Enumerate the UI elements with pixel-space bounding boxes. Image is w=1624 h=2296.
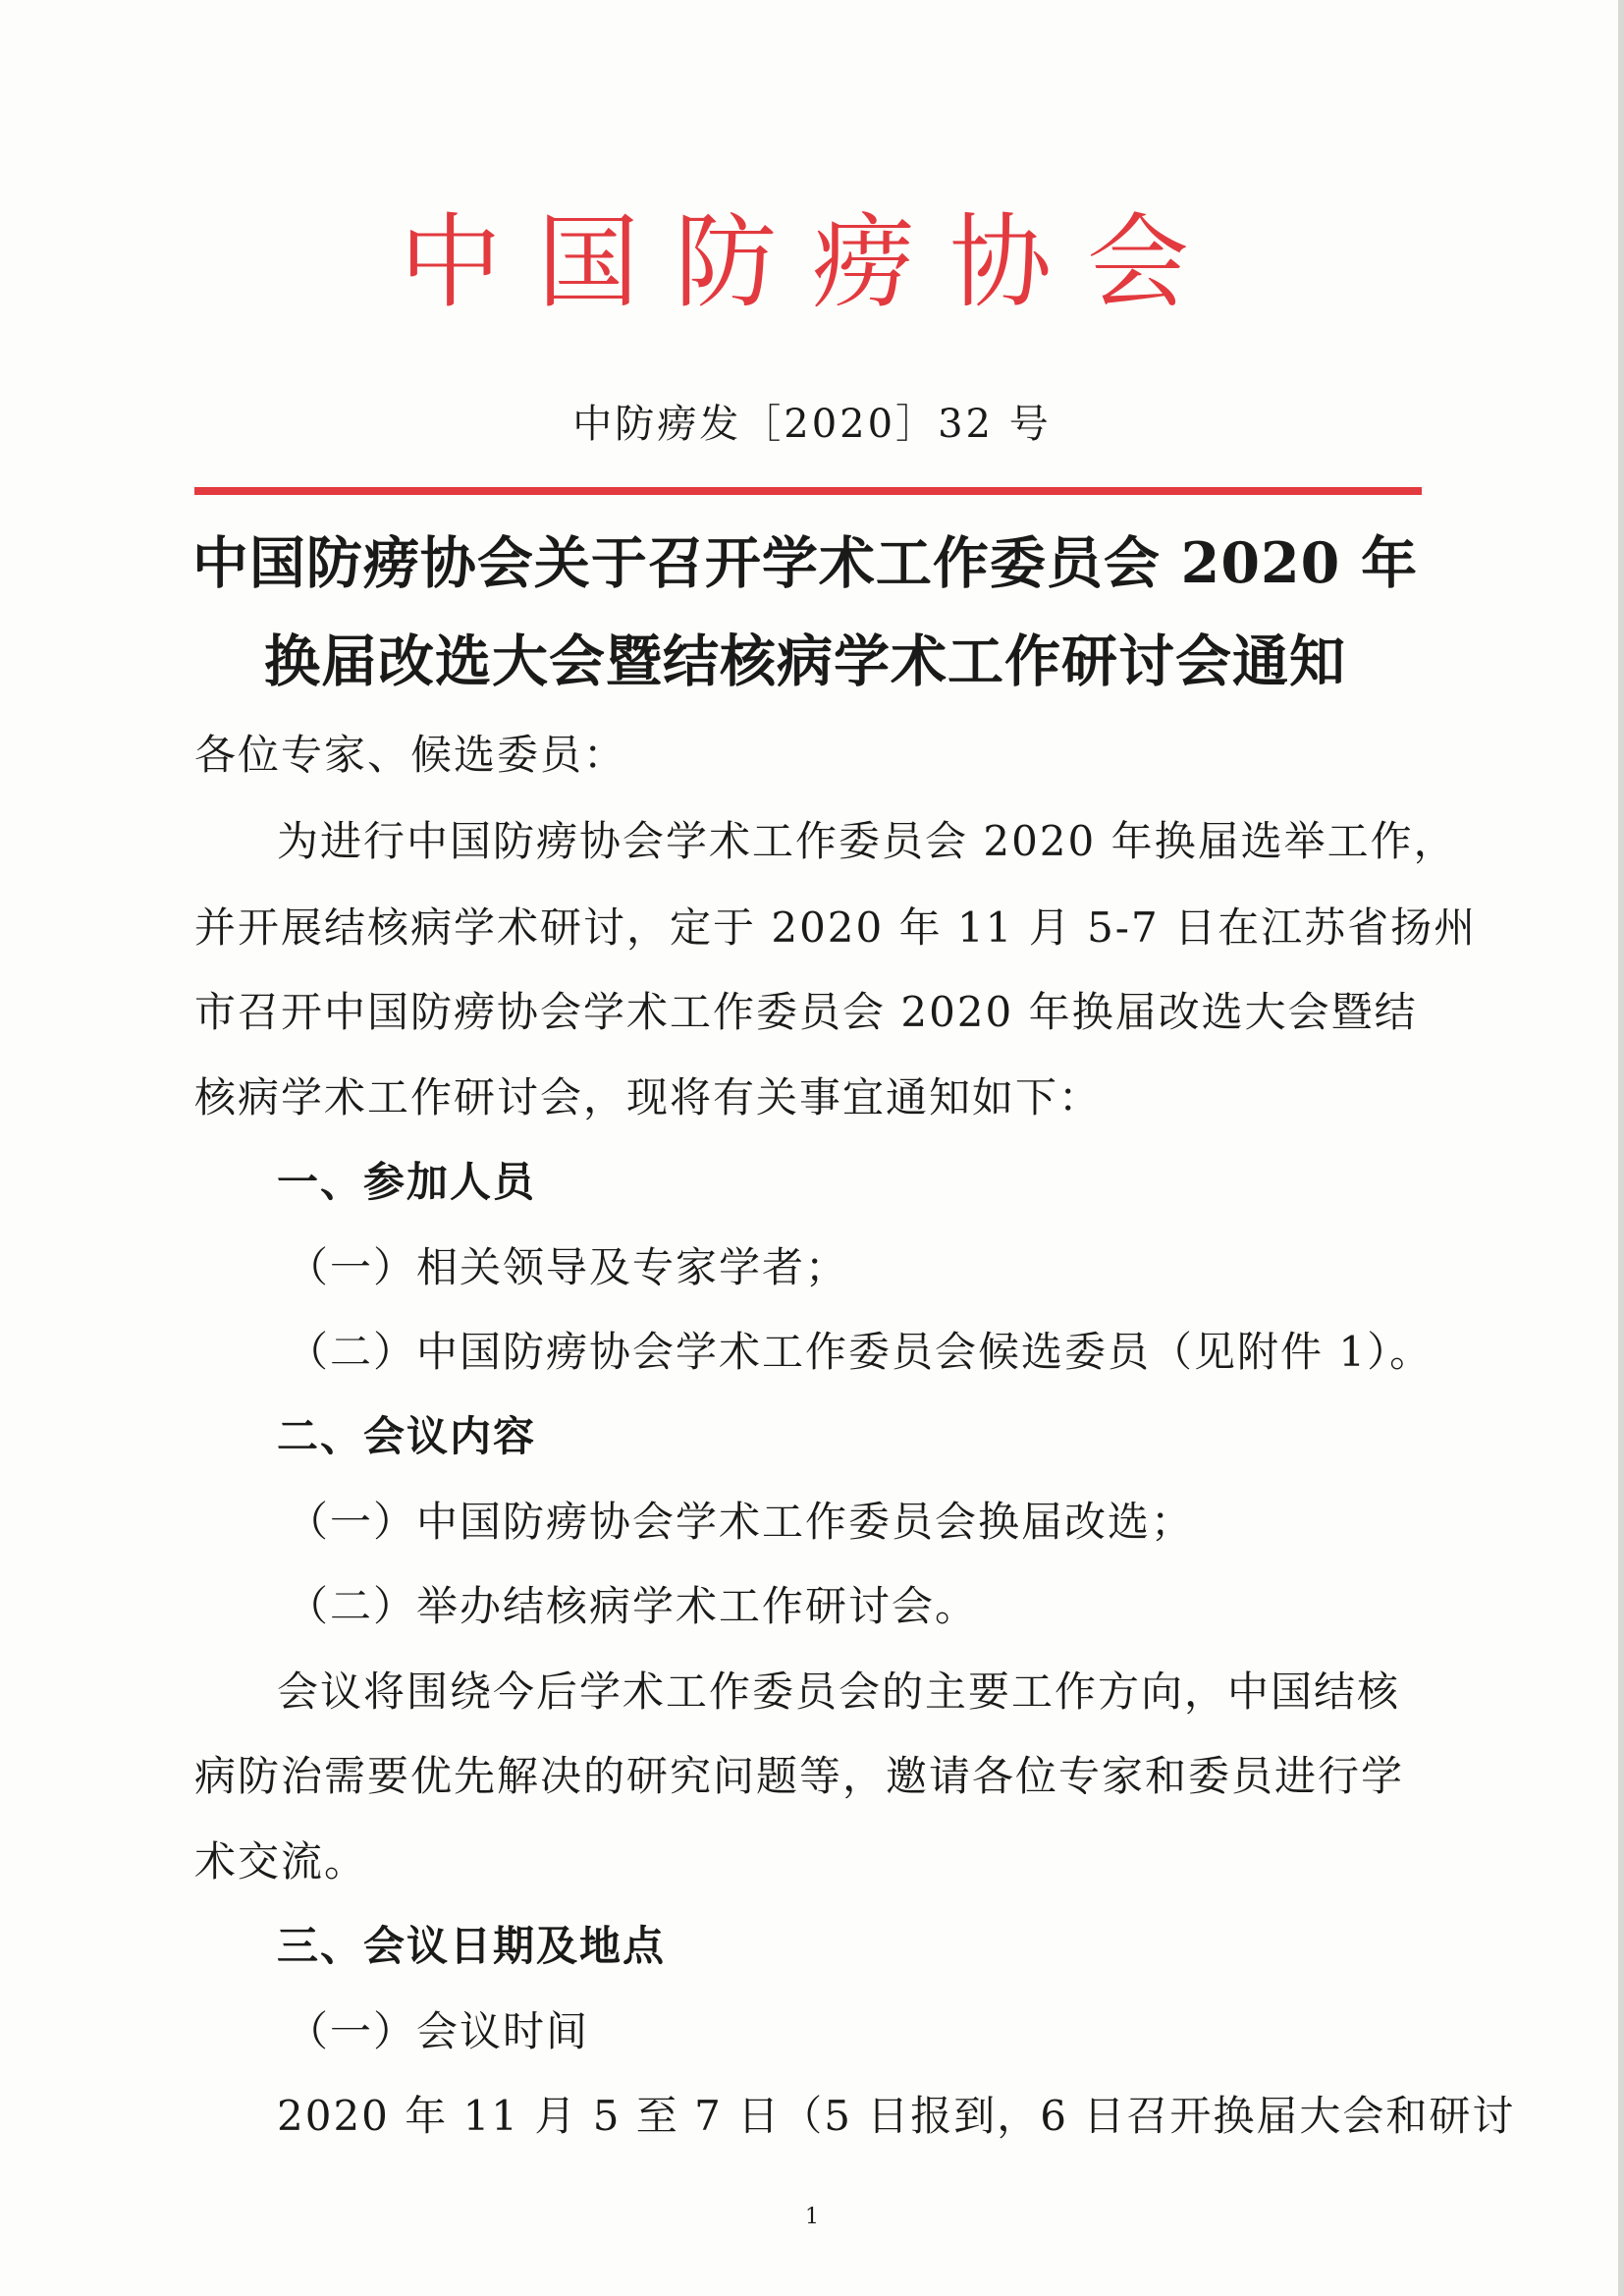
document-number: 中防痨发［2020］32 号	[572, 402, 1052, 447]
section-2-paragraph-line-2: 病防治需要优先解决的研究问题等，邀请各位专家和委员进行学	[194, 1752, 1405, 1800]
section-2-heading: 二、会议内容	[277, 1412, 537, 1460]
title-line-1: 中国防痨协会关于召开学术工作委员会 2020 年	[191, 530, 1419, 596]
section-3-subheading-1: （一）会议时间	[287, 2007, 590, 2055]
section-2-paragraph-line-1: 会议将围绕今后学术工作委员会的主要工作方向，中国结核	[277, 1667, 1401, 1716]
page-edge-shadow	[1618, 0, 1624, 2296]
page-number: 1	[805, 2205, 819, 2229]
title-line-2: 换届改选大会暨结核病学术工作研讨会通知	[264, 629, 1346, 694]
section-2-item-2: （二）举办结核病学术工作研讨会。	[287, 1582, 979, 1630]
section-1-item-1: （一）相关领导及专家学者；	[287, 1243, 849, 1291]
intro-line-1: 为进行中国防痨协会学术工作委员会 2020 年换届选举工作，	[277, 817, 1457, 865]
intro-line-2: 并开展结核病学术研讨，定于 2020 年 11 月 5-7 日在江苏省扬州	[194, 903, 1478, 952]
intro-line-3: 市召开中国防痨协会学术工作委员会 2020 年换届改选大会暨结	[194, 988, 1418, 1036]
section-3-heading: 三、会议日期及地点	[277, 1922, 667, 1970]
intro-line-4: 核病学术工作研讨会，现将有关事宜通知如下：	[194, 1073, 1103, 1121]
red-divider-rule	[194, 487, 1422, 495]
section-3-time-text: 2020 年 11 月 5 至 7 日（5 日报到，6 日召开换届大会和研讨	[277, 2092, 1516, 2140]
section-1-heading: 一、参加人员	[277, 1158, 537, 1206]
section-1-item-2: （二）中国防痨协会学术工作委员会候选委员（见附件 1）。	[287, 1328, 1434, 1376]
salutation: 各位专家、候选委员：	[194, 731, 627, 779]
letterhead-org-name: 中国防痨协会	[399, 202, 1224, 322]
section-2-paragraph-line-3: 术交流。	[194, 1837, 368, 1886]
section-2-item-1: （一）中国防痨协会学术工作委员会换届改选；	[287, 1498, 1195, 1546]
